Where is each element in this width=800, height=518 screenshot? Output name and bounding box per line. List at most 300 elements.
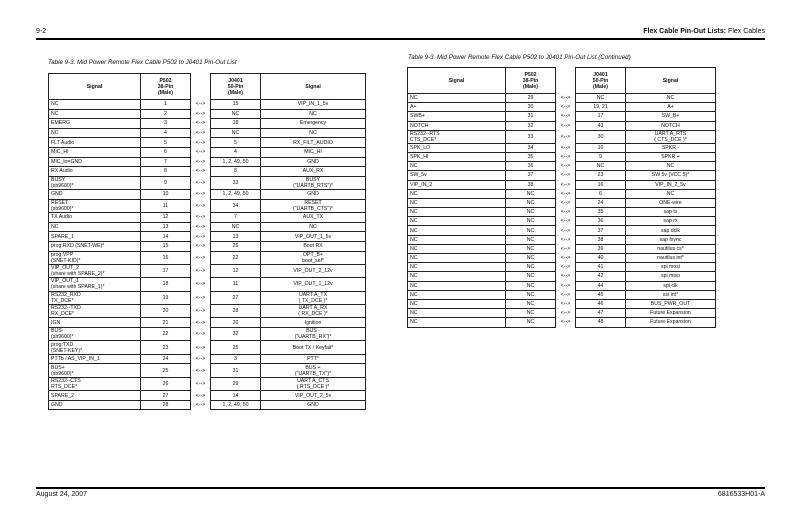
col-header-gap xyxy=(556,68,576,94)
signal-2-cell: sap tx xyxy=(626,208,716,217)
connection-arrow: <--> xyxy=(195,367,206,374)
table-row xyxy=(49,264,366,277)
j0401-pin-cell: 1, 2, 49, 50 xyxy=(211,157,261,167)
j0401-pin-cell: 31 xyxy=(211,364,261,377)
signal-cell: SPK_HI xyxy=(408,152,506,161)
j0401-pin-cell: 16 xyxy=(576,180,626,189)
table-row xyxy=(49,341,366,354)
connection-arrow: <--> xyxy=(560,264,571,271)
p502-pin-cell: NC xyxy=(506,198,556,207)
signal-cell: MIC_lo=GND xyxy=(49,157,141,167)
signal-2-cell: ONE-wire xyxy=(626,198,716,207)
connection-arrow: <--> xyxy=(195,158,206,165)
signal-2-cell: SPKR - xyxy=(626,143,716,152)
table-row xyxy=(49,167,366,177)
signal-2-cell: GND xyxy=(261,190,366,200)
connection-arrow: <--> xyxy=(560,144,571,151)
connection-arrow: <--> xyxy=(560,113,571,120)
j0401-pin-cell: 10 xyxy=(576,143,626,152)
table-row xyxy=(49,199,366,212)
p502-pin-cell: NC xyxy=(506,235,556,244)
p502-pin-cell: 16 xyxy=(141,251,191,264)
connection-arrow: <--> xyxy=(560,301,571,308)
signal-cell: IGN xyxy=(49,318,141,328)
connection-arrow: <--> xyxy=(560,319,571,326)
table-row xyxy=(408,103,716,112)
signal-cell: NC xyxy=(408,272,506,281)
connection-arrow: <--> xyxy=(195,130,206,137)
j0401-pin-cell: 7 xyxy=(211,213,261,223)
p502-pin-cell: NC xyxy=(506,254,556,263)
j0401-pin-cell: 33 xyxy=(211,176,261,189)
table-row xyxy=(408,130,716,143)
col-header-signal-2: Signal xyxy=(261,74,366,100)
table-row xyxy=(49,138,366,148)
p502-pin-cell: 8 xyxy=(141,167,191,177)
signal-2-cell: SW_B+ xyxy=(626,112,716,121)
signal-cell: NOTCH xyxy=(408,121,506,130)
signal-cell: VIP_OUT_1 (share with SPARE_1)* xyxy=(49,278,141,291)
connection-arrow: <--> xyxy=(195,101,206,108)
col-header-p502: P502 38-Pin (Male) xyxy=(141,74,191,100)
connection-arrow: <--> xyxy=(195,294,206,301)
j0401-pin-cell: 39 xyxy=(576,244,626,253)
signal-cell: prog:RXD (SNET-WE)* xyxy=(49,241,141,251)
signal-2-cell: VIP_OUT_2_5v xyxy=(261,391,366,401)
p502-pin-cell: 27 xyxy=(141,391,191,401)
p502-pin-cell: 17 xyxy=(141,264,191,277)
connection-arrow: <--> xyxy=(560,310,571,317)
signal-cell: NC xyxy=(408,244,506,253)
table-row xyxy=(408,290,716,299)
j0401-pin-cell: 23 xyxy=(576,171,626,180)
signal-cell: NC xyxy=(408,281,506,290)
connection-arrow: <--> xyxy=(560,227,571,234)
j0401-pin-cell: 40 xyxy=(576,254,626,263)
signal-cell: BUS+ (sb9600)* xyxy=(49,364,141,377)
p502-pin-cell: 2 xyxy=(141,109,191,119)
signal-cell: RS232--CTS RTS_DCE* xyxy=(49,377,141,390)
signal-cell: RX Audio xyxy=(49,167,141,177)
p502-pin-cell: 33 xyxy=(506,130,556,143)
table-row xyxy=(408,299,716,308)
col-header-gap xyxy=(191,74,211,100)
j0401-pin-cell: NC xyxy=(211,109,261,119)
table-row xyxy=(49,119,366,129)
signal-2-cell: A+ xyxy=(626,103,716,112)
connection-arrow: <--> xyxy=(560,95,571,102)
signal-cell: NC xyxy=(408,198,506,207)
p502-pin-cell: NC xyxy=(506,189,556,198)
right-pinout-table xyxy=(407,67,716,328)
table-row xyxy=(408,281,716,290)
signal-cell: NC xyxy=(49,100,141,110)
table-row xyxy=(408,272,716,281)
signal-2-cell: UART A_TX ( TX_DCE )* xyxy=(261,291,366,304)
p502-pin-cell: 35 xyxy=(506,152,556,161)
connection-arrow: <--> xyxy=(560,273,571,280)
signal-2-cell: BUS - ("UARTB_RX")* xyxy=(261,328,366,341)
signal-2-cell: BUS + ("UARTB_TX")* xyxy=(261,364,366,377)
p502-pin-cell: 1 xyxy=(141,100,191,110)
signal-cell: TX Audio xyxy=(49,213,141,223)
p502-pin-cell: 32 xyxy=(506,121,556,130)
j0401-pin-cell: 45 xyxy=(576,290,626,299)
signal-cell: NC xyxy=(408,217,506,226)
j0401-pin-cell: 8 xyxy=(211,167,261,177)
p502-pin-cell: 5 xyxy=(141,138,191,148)
p502-pin-cell: NC xyxy=(506,281,556,290)
signal-2-cell: Future Expansion xyxy=(626,318,716,327)
header-rule xyxy=(36,38,765,40)
j0401-pin-cell: 1, 2, 49, 50 xyxy=(211,190,261,200)
connection-arrow: <--> xyxy=(560,133,571,140)
j0401-pin-cell: 27 xyxy=(211,291,261,304)
signal-2-cell: UART A_RTS ( CTS_DCE )* xyxy=(626,130,716,143)
table-row xyxy=(408,244,716,253)
p502-pin-cell: 13 xyxy=(141,222,191,232)
footer-date: August 24, 2007 xyxy=(36,491,87,498)
table-row xyxy=(408,309,716,318)
signal-2-cell: SPKR + xyxy=(626,152,716,161)
table-header-row xyxy=(49,74,366,100)
signal-cell: FLT Audio xyxy=(49,138,141,148)
p502-pin-cell: 4 xyxy=(141,128,191,138)
table-row xyxy=(408,162,716,171)
signal-cell: NC xyxy=(49,128,141,138)
j0401-pin-cell: 5 xyxy=(211,138,261,148)
p502-pin-cell: 21 xyxy=(141,318,191,328)
table-row xyxy=(49,305,366,318)
signal-cell: RS232--TXD RX_DCE* xyxy=(49,305,141,318)
connection-arrow: <--> xyxy=(195,308,206,315)
table-row xyxy=(49,400,366,410)
signal-cell: MIC_HI xyxy=(49,147,141,157)
j0401-pin-cell: 34 xyxy=(211,199,261,212)
connection-arrow: <--> xyxy=(195,392,206,399)
table-row xyxy=(49,190,366,200)
signal-2-cell: VIP_OUT_1_12v xyxy=(261,278,366,291)
table-row xyxy=(49,364,366,377)
signal-2-cell: VIP_IN_2_5v xyxy=(626,180,716,189)
p502-pin-cell: 19 xyxy=(141,291,191,304)
table-row xyxy=(49,109,366,119)
signal-cell: GND xyxy=(49,400,141,410)
signal-cell: NC xyxy=(408,254,506,263)
j0401-pin-cell: 12 xyxy=(211,264,261,277)
table-row xyxy=(49,147,366,157)
col-header-signal-2: Signal xyxy=(626,68,716,94)
signal-2-cell: nautilus int* xyxy=(626,254,716,263)
table-row xyxy=(408,198,716,207)
connection-arrow: <--> xyxy=(195,356,206,363)
connection-arrow: <--> xyxy=(195,402,206,409)
signal-2-cell: SW 5v (VCC 5)* xyxy=(626,171,716,180)
table-row xyxy=(408,254,716,263)
j0401-pin-cell: 22 xyxy=(211,251,261,264)
p502-pin-cell: NC xyxy=(506,290,556,299)
connection-arrow: <--> xyxy=(560,218,571,225)
j0401-pin-cell: 29 xyxy=(211,377,261,390)
connection-arrow: <--> xyxy=(195,214,206,221)
p502-pin-cell: 36 xyxy=(506,162,556,171)
signal-2-cell: PTT* xyxy=(261,354,366,364)
table-row xyxy=(49,354,366,364)
signal-cell: NC xyxy=(408,208,506,217)
j0401-pin-cell: 48 xyxy=(576,318,626,327)
signal-2-cell: sap rx xyxy=(626,217,716,226)
connection-arrow: <--> xyxy=(560,181,571,188)
signal-cell: SPARE_2 xyxy=(49,391,141,401)
signal-2-cell: NC xyxy=(626,162,716,171)
p502-pin-cell: 26 xyxy=(141,377,191,390)
p502-pin-cell: 3 xyxy=(141,119,191,129)
signal-2-cell: UART A_CTS ( RTS_DCE )* xyxy=(261,377,366,390)
connection-arrow: <--> xyxy=(560,236,571,243)
p502-pin-cell: 38 xyxy=(506,180,556,189)
table-row xyxy=(49,291,366,304)
connection-arrow: <--> xyxy=(195,319,206,326)
table-row xyxy=(408,189,716,198)
j0401-pin-cell: 17 xyxy=(576,112,626,121)
connection-arrow: <--> xyxy=(560,209,571,216)
signal-2-cell: RESET ("UARTB_CTS")* xyxy=(261,199,366,212)
p502-pin-cell: 28 xyxy=(141,400,191,410)
table-header-row xyxy=(408,68,716,94)
page-number: 9-2 xyxy=(36,28,47,35)
signal-2-cell: MIC_HI xyxy=(261,147,366,157)
p502-pin-cell: 12 xyxy=(141,213,191,223)
j0401-pin-cell: 32 xyxy=(211,328,261,341)
signal-2-cell: NC xyxy=(626,94,716,103)
p502-pin-cell: NC xyxy=(506,226,556,235)
running-head xyxy=(643,28,765,35)
table-row xyxy=(49,232,366,242)
table-row xyxy=(408,235,716,244)
table-row xyxy=(408,94,716,103)
signal-cell: VIP_IN_2 xyxy=(408,180,506,189)
signal-cell: NC xyxy=(408,299,506,308)
p502-pin-cell: NC xyxy=(506,244,556,253)
table-row xyxy=(49,100,366,110)
j0401-pin-cell: 46 xyxy=(576,299,626,308)
connection-arrow: <--> xyxy=(195,268,206,275)
j0401-pin-cell: NC xyxy=(576,162,626,171)
p502-pin-cell: NC xyxy=(506,272,556,281)
connection-arrow: <--> xyxy=(195,224,206,231)
signal-cell: NC xyxy=(408,189,506,198)
j0401-pin-cell: 25 xyxy=(211,341,261,354)
j0401-pin-cell: NC xyxy=(576,94,626,103)
signal-2-cell: NC xyxy=(261,222,366,232)
signal-2-cell: spi mosi xyxy=(626,263,716,272)
signal-cell: RESET (sb9600)* xyxy=(49,199,141,212)
connection-arrow: <--> xyxy=(560,245,571,252)
signal-2-cell: spi clk xyxy=(626,281,716,290)
signal-2-cell: NC xyxy=(261,128,366,138)
connection-arrow: <--> xyxy=(195,202,206,209)
j0401-pin-cell: 14 xyxy=(211,391,261,401)
j0401-pin-cell: 47 xyxy=(576,309,626,318)
signal-2-cell: VIP_OUT_2_12v xyxy=(261,264,366,277)
connection-arrow: <--> xyxy=(195,381,206,387)
table-row xyxy=(49,251,366,264)
connection-arrow: <--> xyxy=(560,163,571,170)
connection-arrow: <--> xyxy=(560,282,571,289)
table-row xyxy=(408,152,716,161)
j0401-pin-cell: 9 xyxy=(576,152,626,161)
signal-2-cell: BUSY ("UARTB_RTS")* xyxy=(261,176,366,189)
connection-arrow: <--> xyxy=(560,172,571,179)
signal-cell: NC xyxy=(408,318,506,327)
j0401-pin-cell: 35 xyxy=(576,208,626,217)
j0401-pin-cell: 26 xyxy=(211,241,261,251)
signal-2-cell: Boot RX xyxy=(261,241,366,251)
signal-cell: SWB+ xyxy=(408,112,506,121)
connection-arrow: <--> xyxy=(195,281,206,288)
p502-pin-cell: 20 xyxy=(141,305,191,318)
table-row xyxy=(49,213,366,223)
connection-arrow: <--> xyxy=(560,154,571,161)
signal-2-cell: OPT_B+ boot_sel* xyxy=(261,251,366,264)
running-head-subsection: Flex Cables xyxy=(726,28,765,35)
j0401-pin-cell: 36 xyxy=(576,217,626,226)
signal-cell: BUS- (sb9600)* xyxy=(49,328,141,341)
j0401-pin-cell: 28 xyxy=(211,305,261,318)
p502-pin-cell: 9 xyxy=(141,176,191,189)
table-row xyxy=(408,180,716,189)
signal-2-cell: GND xyxy=(261,157,366,167)
col-header-p502: P502 38-Pin (Male) xyxy=(506,68,556,94)
signal-2-cell: ssi int* xyxy=(626,290,716,299)
table-row xyxy=(408,121,716,130)
left-pinout-table xyxy=(48,73,366,410)
signal-cell: NC xyxy=(408,94,506,103)
signal-2-cell: RX_FILT_AUDIO xyxy=(261,138,366,148)
signal-cell: SPK_LO xyxy=(408,143,506,152)
p502-pin-cell: 34 xyxy=(506,143,556,152)
table-row xyxy=(408,171,716,180)
signal-cell: NC xyxy=(408,162,506,171)
signal-cell: RS232--RTS CTS_DCE* xyxy=(408,130,506,143)
p502-pin-cell: NC xyxy=(506,309,556,318)
p502-pin-cell: 29 xyxy=(506,94,556,103)
signal-2-cell: VIP_IN_1_5v xyxy=(261,100,366,110)
signal-cell: VIP_OUT_2 (share with SPARE_2)* xyxy=(49,264,141,277)
p502-pin-cell: 14 xyxy=(141,232,191,242)
connection-arrow: <--> xyxy=(560,190,571,197)
signal-2-cell: VIP_OUT_1_5v xyxy=(261,232,366,242)
j0401-pin-cell: 19, 21 xyxy=(576,103,626,112)
connection-arrow: <--> xyxy=(560,104,571,111)
col-header-j0401: J0401 50-Pin (Male) xyxy=(211,74,261,100)
p502-pin-cell: NC xyxy=(506,318,556,327)
j0401-pin-cell: NC xyxy=(211,128,261,138)
signal-cell: NC xyxy=(408,290,506,299)
p502-pin-cell: NC xyxy=(506,217,556,226)
signal-2-cell: NOTCH xyxy=(626,121,716,130)
signal-cell: NC xyxy=(408,309,506,318)
signal-cell: A+ xyxy=(408,103,506,112)
signal-2-cell: sap dclk xyxy=(626,226,716,235)
footer-rule xyxy=(36,487,765,489)
connection-arrow: <--> xyxy=(195,120,206,127)
connection-arrow: <--> xyxy=(560,291,571,298)
connection-arrow: <--> xyxy=(195,139,206,146)
p502-pin-cell: 24 xyxy=(141,354,191,364)
connection-arrow: <--> xyxy=(195,233,206,240)
j0401-pin-cell: 15 xyxy=(211,100,261,110)
j0401-pin-cell: 20 xyxy=(211,318,261,328)
connection-arrow: <--> xyxy=(195,168,206,175)
j0401-pin-cell: 43 xyxy=(576,121,626,130)
signal-cell: RS232_RXD TX_DCE* xyxy=(49,291,141,304)
signal-cell: NC xyxy=(408,235,506,244)
p502-pin-cell: 22 xyxy=(141,328,191,341)
connection-arrow: <--> xyxy=(560,199,571,206)
signal-2-cell: NC xyxy=(626,189,716,198)
j0401-pin-cell: 42 xyxy=(576,272,626,281)
p502-pin-cell: 23 xyxy=(141,341,191,354)
table-row xyxy=(49,318,366,328)
signal-cell: EMERG xyxy=(49,119,141,129)
table-row xyxy=(49,128,366,138)
signal-cell: NC xyxy=(408,226,506,235)
signal-2-cell: AUX_TX xyxy=(261,213,366,223)
p502-pin-cell: NC xyxy=(506,208,556,217)
connection-arrow: <--> xyxy=(195,110,206,117)
p502-pin-cell: 18 xyxy=(141,278,191,291)
signal-cell: SPARE_1 xyxy=(49,232,141,242)
p502-pin-cell: 11 xyxy=(141,199,191,212)
table-row xyxy=(49,176,366,189)
signal-2-cell: Future Expansion xyxy=(626,309,716,318)
j0401-pin-cell: 37 xyxy=(576,226,626,235)
j0401-pin-cell: 4 xyxy=(211,147,261,157)
j0401-pin-cell: 3 xyxy=(211,354,261,364)
j0401-pin-cell: 1, 2, 49, 50 xyxy=(211,400,261,410)
connection-arrow: <--> xyxy=(195,254,206,261)
table-row xyxy=(408,263,716,272)
j0401-pin-cell: NC xyxy=(211,222,261,232)
j0401-pin-cell: 6 xyxy=(576,189,626,198)
p502-pin-cell: 6 xyxy=(141,147,191,157)
j0401-pin-cell: 30 xyxy=(576,130,626,143)
table-row xyxy=(49,391,366,401)
connection-arrow: <--> xyxy=(195,331,206,338)
signal-2-cell: GND xyxy=(261,400,366,410)
j0401-pin-cell: 38 xyxy=(576,235,626,244)
signal-cell: NC xyxy=(408,263,506,272)
left-table-caption: Table 9-3. Mid Power Remote Flex Cable P502 to J0401 Pin-Out List xyxy=(48,59,237,66)
connection-arrow: <--> xyxy=(195,179,206,186)
j0401-pin-cell: 11 xyxy=(211,278,261,291)
signal-2-cell: Ignition xyxy=(261,318,366,328)
p502-pin-cell: 7 xyxy=(141,157,191,167)
signal-cell: NC xyxy=(49,222,141,232)
signal-2-cell: Boot TX / Keyfail* xyxy=(261,341,366,354)
table-row xyxy=(408,143,716,152)
j0401-pin-cell: 44 xyxy=(576,281,626,290)
table-row xyxy=(49,241,366,251)
signal-2-cell: spi miso xyxy=(626,272,716,281)
table-row xyxy=(49,328,366,341)
table-row xyxy=(49,278,366,291)
connection-arrow: <--> xyxy=(560,255,571,262)
signal-cell: NC xyxy=(49,109,141,119)
j0401-pin-cell: 24 xyxy=(576,198,626,207)
signal-2-cell: BUS_PWR_OUT xyxy=(626,299,716,308)
